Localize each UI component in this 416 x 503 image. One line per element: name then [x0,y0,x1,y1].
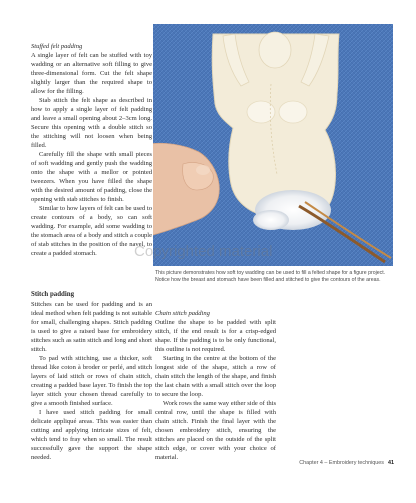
felt-head [259,32,291,68]
chapter-title: Chapter 4 – Embroidery techniques [299,460,384,466]
paragraph: Stitches can be used for padding and is an ideal method when felt padding is not suitable for small, challenging shapes. Stitch padding is used to give a raised base for embroidery stitches such as satin stitch and long and short stitch. [31,300,152,353]
felt-breast-left [247,101,275,123]
page-number: 41 [388,460,394,466]
subheading-stuffed-felt: Stuffed felt padding [31,43,83,50]
page-footer [299,460,394,466]
paragraph: Outline the shape to be padded with split stitch, if the end result is for a crisp-edged shape. If the padding is to be only functional, this outline is not required. [155,319,276,354]
watermark: Copyrighted material [134,243,273,260]
felt-breast-right [279,101,307,123]
right-column [155,309,276,462]
paragraph: A single layer of felt can be stuffed with toy wadding or an alternative soft filling to give three-dimensional form. Cut the felt shape slightly larger than the required shape to allow for the filling. [31,52,152,96]
paragraph: Work rows the same way either side of this central row, until the shape is filled with chain stitch. Finish the final layer with the chosen embroidery stitch, ensuring the stitches are placed on the outside of the split stitch edge, or cover with your choice of material. [155,400,276,462]
figure-caption: This picture demonstrates how soft toy wadding can be used to fill a felted shape for a figure project. Notice how the breast and stomach have been filled and stitched to give the contours of the areas. [155,270,386,284]
paragraph: I have used stitch padding for small delicate appliqué areas. This was easier than cutting and applying intricate sizes of felt, which tend to fray when so small. The result successfully gave the support the shape needed. [31,408,152,461]
heading-stitch-padding: Stitch padding [31,291,75,298]
paragraph: Similar to how layers of felt can be used to create contours of a body, so can soft wadding. For example, add some wadding to the stomach area of a body and stitch a couple of stab stitches in the position of the navel, to create a padded stomach. [31,205,152,258]
paragraph: Stab stitch the felt shape as described in how to apply a single layer of felt padding and leave a small opening about 2–3cm long. Secure this opening with a double stitch so the stitching will not loosen when being filled. [31,97,152,150]
paragraph: To pad with stitching, use a thicker, soft thread like coton à broder or perlé, and stitch layers of laid stitch or rows of chain stitch, creating a padded base layer. To finish the top layer stitch your chosen thread carefully to give a smooth finished surface. [31,354,152,407]
paragraph: Carefully fill the shape with small pieces of soft wadding and gently push the wadding onto the shape with a mellor or pointed tweezers. When you have filled the shape with the desired amount of padding, close the opening with stab stitches to finish. [31,151,152,204]
left-column-top [31,42,152,258]
wadding-photo-illustration [153,24,393,266]
left-column-bottom [31,290,152,462]
paragraph: Starting in the centre at the bottom of the longest side of the shape, stitch a row of chain stitch the length of the shape, and finish the last chain with a small stitch over the loop to secure the loop. [155,355,276,399]
figure-photo [153,24,393,266]
subheading-chain-stitch: Chain stitch padding [155,310,210,317]
